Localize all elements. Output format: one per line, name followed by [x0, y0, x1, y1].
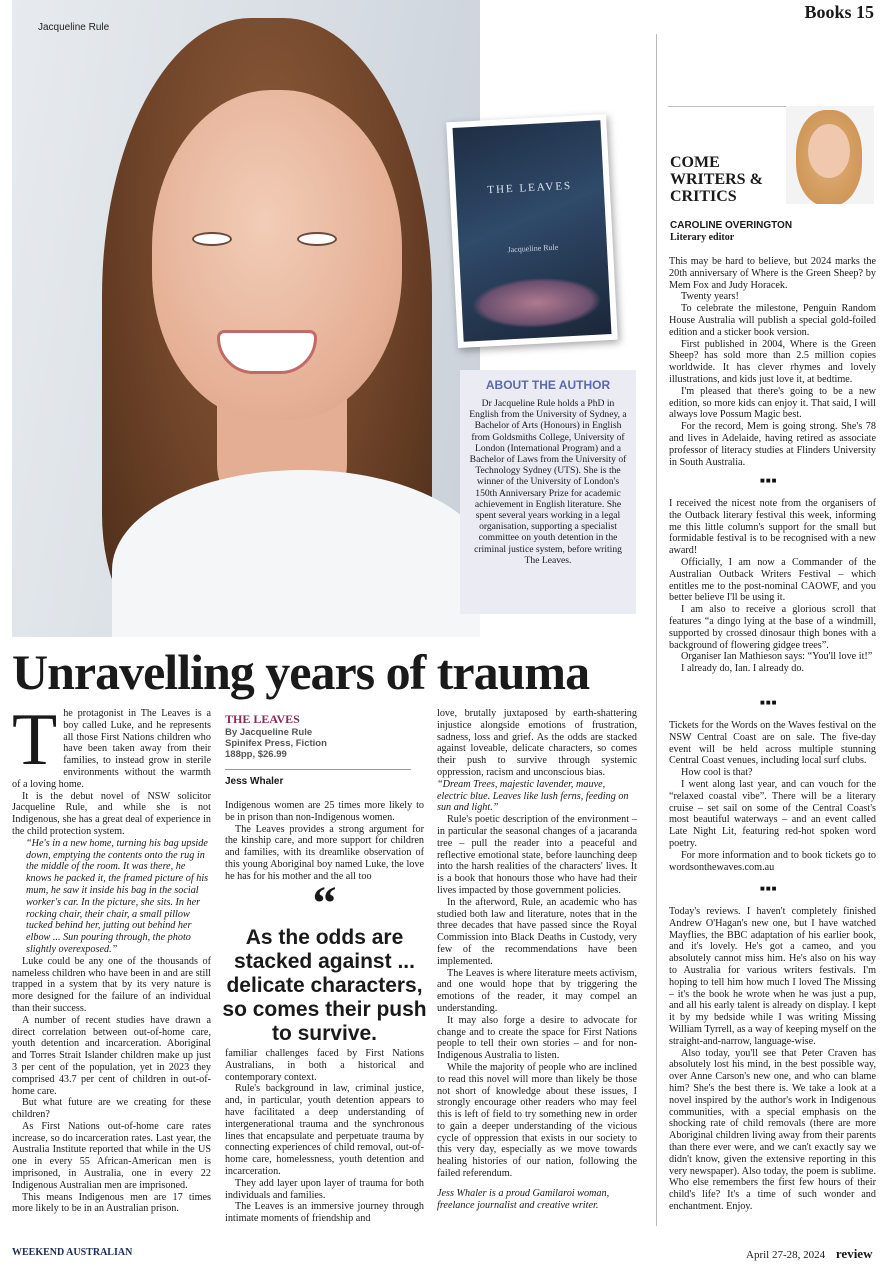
article-paragraph: In the afterword, Rule, an academic who has studied both law and literature, notes that in the three decades that have passed since the Royal Commission into Black Deaths in Custody, very few of the recommendations have been implemented. [437, 896, 637, 967]
book-info-box [225, 712, 411, 787]
article-paragraph: As First Nations out-of-home care rates increase, so do incarceration rates. Last year, the Australia Institute reported that while in the US one in every 55 African-American men is imprisoned, in Australia, one in every 22 Indigenous Australian men are imprisoned. [12, 1120, 211, 1191]
info-author: By Jacqueline Rule [225, 727, 313, 738]
article-paragraph: A number of recent studies have drawn a direct correlation between out-of-home care, youth detention and incarceration. Aboriginal and Torres Strait Islander children make up just 3 per cent of the population, yet in 2023 they comprised 43.7 per cent of children in out-of-home care. [12, 1014, 211, 1097]
page-header [804, 2, 874, 23]
article-paragraph: Rule's background in law, criminal justice, and, in particular, youth detention appears to have facilitated a deep understanding of intergenerational trauma and the synchronous lines that encapsulate and perpetuate trauma by connecting experiences of child removal, out-of-home care, homelessness, youth detention and incarceration. [225, 1083, 424, 1177]
column-block-3 [669, 720, 876, 873]
article-column-1 [12, 699, 211, 1215]
article-paragraph: It is the debut novel of NSW solicitor Jacqueline Rule, and while she is not Indigenous, she has a great deal of experience in the child protection system. [12, 790, 211, 837]
book-excerpt-quote: “Dream Trees, majestic lavender, mauve, electric blue. Leaves like lush ferns, feeding on sun and light.” [437, 778, 629, 814]
book-cover [446, 114, 618, 348]
column-paragraph: Organiser Ian Mathieson says: “You'll love it!” [681, 651, 873, 663]
column-paragraph: For more information and to book tickets go to wordsonthewaves.com.au [669, 849, 876, 873]
about-the-author-box [460, 370, 636, 614]
drop-cap: T [12, 699, 58, 781]
article-paragraph: They add layer upon layer of trauma for both individuals and families. [225, 1177, 424, 1201]
column-byline [670, 220, 792, 244]
book-cover-title: THE LEAVES [487, 179, 573, 197]
column-paragraph: I am also to receive a glorious scroll that features “a dingo lying at the base of a windmill, supported by crossed dinosaur thigh bones with a background of flowering gidgee trees”. [669, 604, 876, 651]
column-paragraph: Twenty years! [681, 291, 739, 303]
column-paragraph: Officially, I am now a Commander of the Australian Outback Writers Festival – which entitles me to the post-nominal CAOWF, and you better believe I'll be using it. [669, 556, 876, 604]
article-column-2-top [225, 800, 424, 883]
book-cover-leaves [471, 274, 603, 331]
article-paragraph: This means Indigenous men are 17 times more likely to be in an Australian prison. [12, 1191, 211, 1215]
page-number: 15 [856, 2, 874, 22]
section-name: Books [804, 2, 852, 22]
author-photo [12, 0, 480, 637]
pull-quote-text: As the odds are stacked against ... delicate characters, so comes their push to survive. [222, 926, 427, 1045]
masthead-logo: WEEKEND AUSTRALIAN [12, 1247, 133, 1258]
footer-dateline [746, 1246, 872, 1262]
book-cover-author: Jacqueline Rule [507, 242, 559, 255]
reviewer-bio: Jess Whaler is a proud Gamilaroi woman, freelance journalist and creative writer. [437, 1187, 610, 1211]
article-headline: Unravelling years of trauma [12, 644, 590, 700]
issue-date: April 27-28, 2024 [746, 1249, 826, 1261]
about-title: ABOUT THE AUTHOR [485, 378, 611, 392]
article-paragraph: While the majority of people who are inclined to read this novel will more than likely be those not short of knowledge about these issues, I strongly encourage other readers who may feel this is left of field to try something new in order to gain a deeper understanding of the vicious cycle of oppression that exists in our society to this very day, especially as we move towards healing histories of our nation, following the failed referendum. [437, 1061, 637, 1180]
article-paragraph: Luke could be any one of the thousands of nameless children who have been in and are still trapped in a system that by its very nature is more designed for the failure of an individual than their success. [12, 955, 211, 1014]
section-separator: ■■■ [760, 476, 778, 485]
column-paragraph: To celebrate the milestone, Penguin Random House Australia will publish a special gold-foiled edition and a sticker book version. [669, 303, 876, 338]
column-paragraph: First published in 2004, Where is the Green Sheep? has sold more than 2.5 million copies worldwide. It has clever rhymes and lovely illustrations, and kids just love it, at bedtime. [669, 338, 876, 385]
column-paragraph: I already do, Ian. I already do. [681, 663, 805, 675]
article-column-3 [437, 708, 637, 1211]
portrait-face [808, 124, 850, 178]
article-paragraph: he protagonist in The Leaves is a boy called Luke, and he represents all those First Nations children who have been taken away from their families, to instead grow in sterile environments without the warmth of a loving home. [12, 708, 211, 790]
section-separator: ■■■ [760, 884, 778, 893]
column-divider [656, 34, 657, 1226]
columnist-portrait [786, 106, 874, 204]
column-paragraph: For the record, Mem is going strong. She's 78 and lives in Adelaide, having retired as associate professor of literacy studies at Flinders University in South Australia. [669, 421, 876, 468]
photo-eye-right [297, 232, 337, 246]
article-paragraph: Indigenous women are 25 times more likely to be in prison than non-Indigenous women. [225, 800, 424, 823]
column-paragraph: Today's reviews. I haven't completely finished Andrew O'Hagan's new one, but I have watched Mayflies, the BBC adaptation of his earlier book, and it's lovely. He's got a cameo, and you absolutely cannot miss him. He's also on his way to Australia for various writers festivals. I'm hoping to tell him how much I loved The Missing – it's the book he wrote when he was just a pup, and all his early talent is already on display. I kept it by my bedside while I was writing Missing William Tyrrell, as a way of keeping myself on the straight-and-narrow, language-wise. [669, 906, 876, 1047]
article-paragraph: But what future are we creating for these children? [12, 1097, 211, 1121]
column-title: COME WRITERS & CRITICS [670, 154, 763, 205]
article-column-2-bottom [225, 1048, 424, 1225]
pull-quote [222, 877, 427, 1046]
column-paragraph: Tickets for the Words on the Waves festival on the NSW Central Coast are on sale. The five-day event will be held across multiple stunning Central Coast venues, including local surf clubs. [669, 720, 876, 767]
reviewer-name: Jess Whaler [225, 769, 411, 787]
column-paragraph: I received the nicest note from the organisers of the Outback literary festival this week, informing me this little column's support for the small but formidable festival is to be recognised with a new award! [669, 498, 876, 557]
column-block-4 [669, 906, 876, 1213]
article-paragraph: The Leaves provides a strong argument for the kinship care, and more support for children and families, with its dreamlike observation of this young Aboriginal boy named Luke, the love he has for his mother and the all too [225, 823, 424, 882]
article-paragraph: The Leaves is where literature meets activism, and one would hope that by triggering the emotions of the reader, it may compel an understanding. [437, 967, 637, 1014]
article-paragraph: love, brutally juxtaposed by earth-shattering injustice alongside emotions of frustration, sadness, loss and grief. As the odds are stacked against loveable, delicate characters, so comes their push to survive through systemic oppression, racism and unconscious bias. [437, 708, 637, 778]
quote-mark-icon: “ [312, 877, 337, 930]
book-excerpt-quote: “He's in a new home, turning his bag upside down, emptying the contents onto the rug in the middle of the room. It was there, he knows he packed it, the framed picture of his mum, he saw it inside his bag in the social worker's car. In the picture, she sits. In her rocking chair, their chair, a small pillow tucked behind her, jutting out behind her elbow ... Sun pouring through, the photo slightly overexposed.” [26, 837, 209, 955]
article-paragraph: Rule's poetic description of the environment – in particular the seasonal changes of a jacaranda tree – pull the reader into a peaceful and reflective emotional state, before launching deep into the harsh realities of the characters' lives. It is a book that honours those who have had their lives impacted by those government policies. [437, 814, 637, 896]
book-cover-art [453, 120, 612, 341]
about-text: Dr Jacqueline Rule holds a PhD in English from the University of Sydney, a Bachelor of Arts (Honours) in English from Goldsmiths College, University of London (International Program) and a Bachelor of Laws from the University of Technology Sydney (UTS). She is the winner of the University of London's 150th Anniversary Prize for academic achievement in English literature. She spent several years working in a legal organisation, supporting a specialist committee on youth detention in the criminal justice system, before writing The Leaves. [469, 398, 627, 566]
section-logo: review [835, 1246, 873, 1261]
column-paragraph: I went along last year, and can vouch for the “relaxed coastal vibe”. There will be a literary cruise – set sail on some of the Central Coast's most beautiful waterways – and an event called Late Night Lit, featuring red-hot spoken word poetry. [669, 778, 876, 849]
photo-credit: Jacqueline Rule [38, 22, 110, 33]
info-publisher: Spinifex Press, Fiction [225, 738, 327, 749]
column-paragraph: This may be hard to believe, but 2024 marks the 20th anniversary of Where is the Green Sheep? by Mem Fox and Judy Horacek. [669, 256, 876, 291]
column-paragraph: Also today, you'll see that Peter Craven has absolutely lost his mind, in the best possible way, over Anne Carson's new one, and who can blame him? She's the best there is. We take a look at a novel inspired by the author's work in Indigenous communities, with a special emphasis on the shocking rate of child removals (there are more Aboriginal children living away from their parents than there ever were, and we can't exactly say we didn't know, given the extensive reporting in this very newspaper). Also today, the poem is sublime. Who else remembers the first few hours of their child's life? It's a time of such wonder and enchantment. Enjoy. [669, 1047, 876, 1212]
columnist-name: CAROLINE OVERINGTON [670, 220, 793, 231]
column-paragraph: I'm pleased that there's going to be a new edition, so more kids can enjoy it. That said, I will always love Possum Magic best. [669, 385, 876, 421]
section-separator: ■■■ [760, 698, 778, 707]
column-block-1 [669, 256, 876, 468]
article-paragraph: It may also forge a desire to advocate for change and to create the space for First Nations people to tell their own stories – and for non-Indigenous Australia to listen. [437, 1014, 637, 1062]
column-block-2 [669, 498, 876, 675]
article-paragraph: familiar challenges faced by First Nations Australians, in both a historical and contemporary context. [225, 1048, 424, 1083]
photo-eye-left [192, 232, 232, 246]
article-paragraph: The Leaves is an immersive journey through intimate moments of friendship and [225, 1201, 424, 1225]
columnist-role: Literary editor [670, 232, 735, 243]
column-paragraph: How cool is that? [681, 767, 753, 779]
info-book-title: THE LEAVES [225, 712, 300, 726]
info-details: 188pp, $26.99 [225, 749, 287, 760]
